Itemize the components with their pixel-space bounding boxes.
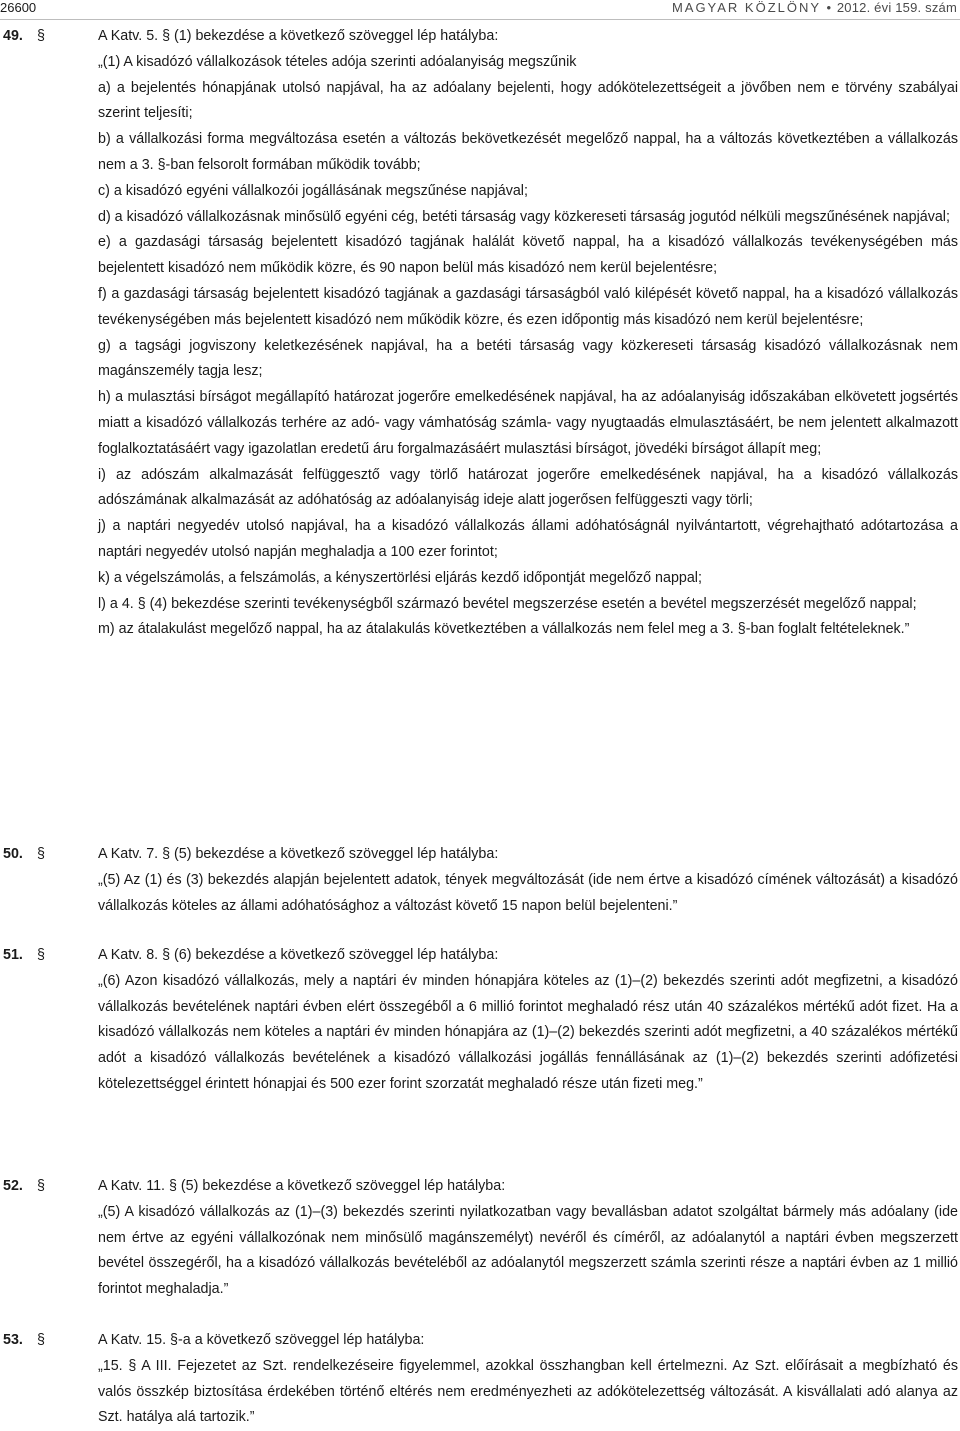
amendment-paragraph: k) a végelszámolás, a felszámolás, a kényszertörlési eljárás kezdő időpontját megelőző nappal; <box>98 569 702 586</box>
amendment-paragraph: c) a kisadózó egyéni vállalkozói jogállásának megszűnése napjával; <box>98 182 528 199</box>
amendment-paragraph: „(6) Azon kisadózó vállalkozás, mely a naptári év minden hónapjára köteles az (1)–(2) bekezdés szerinti adót megfizetni, a kisadózó vállalkozás bevételének naptári évben elért összegéből a 6 millió forintot meghaladó rész után 40 százalékos mértékű adót fizet. Ha a kisadózó vállalkozás nem köteles a naptári év minden hónapjára az (1)–(2) bekezdés szerinti adót megfizetni, a 40 százalékos mértékű adót a kisadózó vállalkozás bevételének a kisadózó vállalkozási jogállás fennállásának az (1)–(2) bekezdés szerinti adófizetési kötelezettséggel érintett hónapjai és 500 ezer forint szorzatát meghaladó része után fizeti meg.” <box>98 972 958 1092</box>
section-symbol: § <box>37 28 45 44</box>
section <box>3 1174 958 1303</box>
section-body <box>98 842 958 919</box>
section-number: 51. <box>3 947 23 963</box>
amendment-paragraph: „(5) Az (1) és (3) bekezdés alapján bejelentett adatok, tények megváltozását (ide nem értve a kisadózó címének változását) a kisadózó vállalkozás köteles az állami adóhatósághoz a változást követő 15 napon belül bejelenteni.” <box>98 871 958 914</box>
section <box>3 943 958 1098</box>
amendment-intro: A Katv. 15. §-a a következő szöveggel lép hatályba: <box>98 1332 425 1348</box>
section-symbol: § <box>37 1332 45 1348</box>
section-symbol: § <box>37 846 45 862</box>
amendment-paragraph: l) a 4. § (4) bekezdése szerinti tevékenységből származó bevétel megszerzése esetén a bevétel megszerzését megelőző nappal; <box>98 595 917 612</box>
section-body <box>98 1328 958 1431</box>
amendment-paragraph: j) a naptári negyedév utolsó napjával, ha a kisadózó vállalkozás állami adóhatóságnál nyilvántartott, végrehajtható adótartozása a naptári negyedév utolsó napján meghaladja a 100 ezer forintot; <box>98 518 958 560</box>
amendment-paragraph: „(1) A kisadózó vállalkozások tételes adója szerinti adóalanyiság megszűnik <box>98 53 577 70</box>
section-symbol: § <box>37 947 45 963</box>
section-number: 53. <box>3 1332 23 1348</box>
issue-date: 2012. évi 159. szám <box>836 0 957 15</box>
amendment-intro: A Katv. 8. § (6) bekezdése a következő szöveggel lép hatályba: <box>98 947 499 963</box>
section-number: 52. <box>3 1178 23 1194</box>
section-body <box>98 24 958 643</box>
page-header <box>0 0 960 22</box>
section-number: 50. <box>3 846 23 862</box>
amendment-intro: A Katv. 5. § (1) bekezdése a következő szöveggel lép hatályba: <box>98 28 499 44</box>
bullet-separator: • <box>826 0 832 15</box>
section-body <box>98 1174 958 1303</box>
amendment-paragraph: f) a gazdasági társaság bejelentett kisadózó tagjának a gazdasági társaságból való kilépését követő nappal, ha a kisadózó vállalkozás tevékenységében más bejelentett kisadózó nem működik közre, és ezen időpontig más kisadózó nem kerül bejelentésre; <box>98 285 958 328</box>
section-body <box>98 943 958 1098</box>
amendment-paragraph: h) a mulasztási bírságot megállapító határozat jogerőre emelkedésének napjával, ha az adóalanyiság időszakában elkövetett jogsértés miatt a kisadózó vállalkozás terhére az adó- vagy vámhatóság számla- vagy nyugtaadás elmulasztásáért, be nem jelentett alkalmazott foglalkoztatásáért vagy igazolatlan eredetű áru forgalmazásáért mulasztási bírságot, jövedéki bírságot állapít meg; <box>98 389 958 457</box>
running-head <box>672 0 957 16</box>
amendment-paragraph: b) a vállalkozási forma megváltozása esetén a változás bekövetkezését megelőző nappal, ha a változás következtében a vállalkozás nem a 3. §-ban felsorolt formában működik tovább; <box>98 131 958 173</box>
amendment-paragraph: d) a kisadózó vállalkozásnak minősülő egyéni cég, betéti társaság vagy közkereseti társaság jogutód nélküli megszűnésének napjával; <box>98 208 950 225</box>
page-number: 26600 <box>0 0 37 15</box>
section <box>3 1328 958 1431</box>
section-number: 49. <box>3 28 23 44</box>
amendment-intro: A Katv. 7. § (5) bekezdése a következő szöveggel lép hatályba: <box>98 846 499 862</box>
amendment-paragraph: g) a tagsági jogviszony keletkezésének napjával, ha a betéti társaság vagy közkereseti társaság kisadózó vállalkozásnak nem magánszemély tagja lesz; <box>98 337 958 380</box>
amendment-paragraph: i) az adószám alkalmazását felfüggesztő vagy törlő határozat jogerőre emelkedésének napjával, ha a kisadózó vállalkozás adószámának alkalmazását az adóhatóság az adóalanyiság ideje alatt jogerősen felfüggeszti vagy törli; <box>98 466 958 509</box>
amendment-paragraph: „(5) A kisadózó vállalkozás az (1)–(3) bekezdés szerinti nyilatkozatban vagy bevallásban adatot szolgáltat bármely más adóalany (ide nem értve az egyéni vállalkozónak nem minősülő magánszemélyt) nevéről és címéről, az adóalanytól a naptári évben megszerzett bevétel összegéről, ha a kisadózó vállalkozás bevételéből az adóalanytól megszerzett számla szerinti része a naptári évben az 1 millió forintot meghaladja.” <box>98 1203 958 1298</box>
amendment-intro: A Katv. 11. § (5) bekezdése a következő szöveggel lép hatályba: <box>98 1178 506 1194</box>
amendment-paragraph: m) az átalakulást megelőző nappal, ha az átalakulás következtében a vállalkozás nem felel meg a 3. §-ban foglalt feltételeknek.” <box>98 621 910 638</box>
section-symbol: § <box>37 1178 45 1194</box>
journal-title: MAGYAR KÖZLÖNY <box>671 0 821 15</box>
section <box>3 24 958 643</box>
amendment-paragraph: a) a bejelentés hónapjának utolsó napjával, ha az adóalany bejelenti, hogy adókötelezettségeit a jövőben nem e törvény szabályai szerint teljesíti; <box>98 79 958 122</box>
amendment-paragraph: „15. § A III. Fejezetet az Szt. rendelkezéseire figyelemmel, azokkal összhangban kell értelmezni. Az Szt. előírásait a megbízható és valós összkép biztosítása érdekében történő eltérés nem eredményezheti az adókötelezettség változását. A kisvállalati adó alanya az Szt. hatálya alá tartozik.” <box>98 1357 958 1426</box>
amendment-paragraph: e) a gazdasági társaság bejelentett kisadózó tagjának halálát követő nappal, ha a kisadózó vállalkozás tevékenységében más bejelentett kisadózó nem működik közre, és 90 napon belül más kisadózó nem kerül bejelentésre; <box>98 234 958 277</box>
header-rule <box>0 19 960 20</box>
section <box>3 842 958 919</box>
